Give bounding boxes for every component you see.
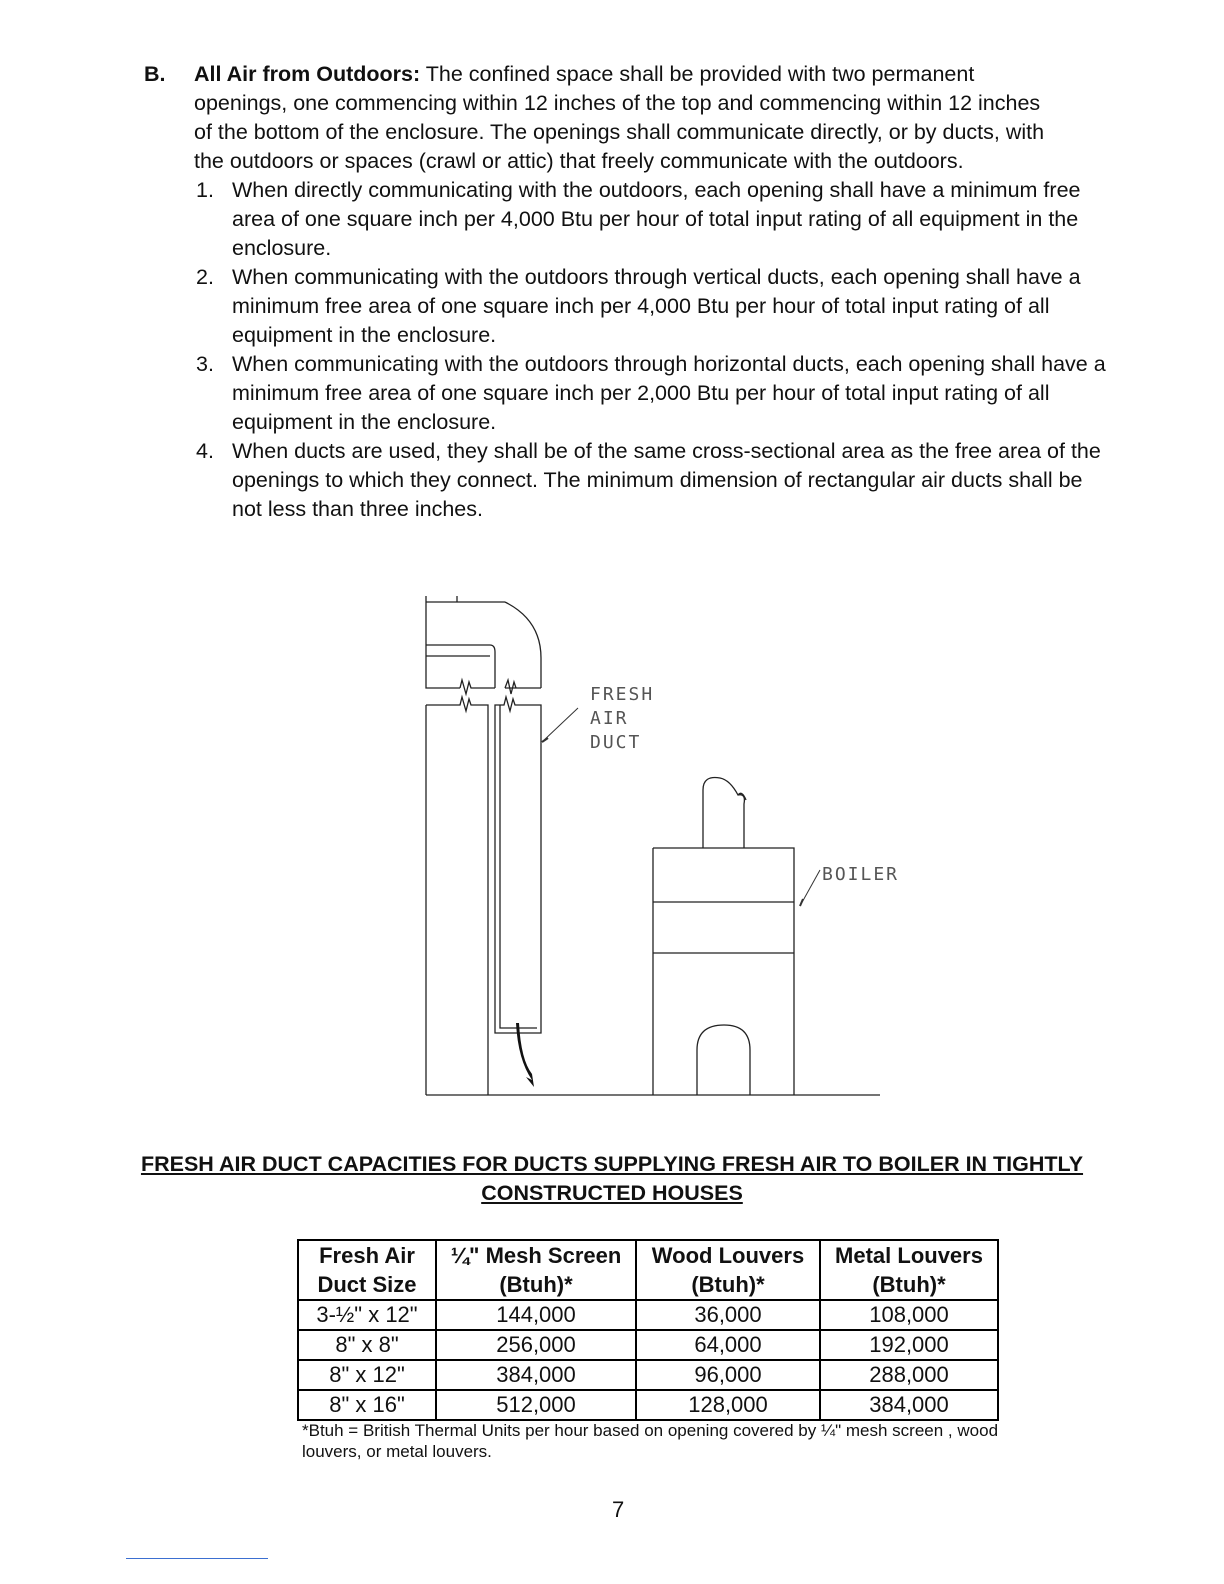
duct-label-line3: DUCT	[590, 732, 642, 753]
item-number: 2.	[196, 265, 214, 289]
item-text: When communicating with the outdoors through horizontal ducts, each opening shall have a minimum free area of one square inch per 2,000 Btu per hour of total input rating of all equipment in the enclosure.	[232, 352, 1106, 434]
header-metal-louvers: Metal Louvers (Btuh)*	[820, 1240, 998, 1300]
list-item	[196, 350, 1124, 437]
item-text: When communicating with the outdoors through vertical ducts, each opening shall have a minimum free area of one square inch per 4,000 Btu per hour of total input rating of all equipment in the enclosure.	[232, 265, 1081, 347]
cell-metal: 384,000	[820, 1390, 998, 1420]
capacity-table	[297, 1239, 999, 1421]
fresh-air-duct-diagram	[420, 590, 900, 1105]
list-item	[196, 263, 1124, 350]
duct-label-line1: FRESH	[590, 684, 655, 705]
cell-wood: 36,000	[636, 1300, 820, 1330]
item-number: 4.	[196, 439, 214, 463]
duct-drawing	[426, 596, 880, 1095]
requirements-list	[144, 176, 1124, 524]
boiler-label: BOILER	[822, 864, 900, 885]
cell-duct-size: 8" x 16"	[298, 1390, 436, 1420]
header-duct-size: Fresh Air Duct Size	[298, 1240, 436, 1300]
cell-metal: 288,000	[820, 1360, 998, 1390]
cell-wood: 128,000	[636, 1390, 820, 1420]
header-wood-louvers: Wood Louvers (Btuh)*	[636, 1240, 820, 1300]
section-title: All Air from Outdoors:	[194, 62, 421, 86]
section-b	[144, 60, 1124, 524]
list-item	[196, 176, 1124, 263]
cell-wood: 96,000	[636, 1360, 820, 1390]
cell-duct-size: 3-½" x 12"	[298, 1300, 436, 1330]
duct-label-line2: AIR	[590, 708, 629, 729]
cell-mesh: 512,000	[436, 1390, 636, 1420]
item-text: When ducts are used, they shall be of the same cross-sectional area as the free area of the openings to which they connect. The minimum dimension of rectangular air ducts shall be not less than three inches.	[232, 439, 1101, 521]
table-header-row	[298, 1240, 998, 1300]
cell-metal: 108,000	[820, 1300, 998, 1330]
cell-duct-size: 8" x 8"	[298, 1330, 436, 1360]
section-intro: The confined space shall be provided with two permanent openings, one commencing within 12 inches of the top and commencing within 12 inches of the bottom of the enclosure. The openings shall communicate directly, or by ducts, with the outdoors or spaces (crawl or attic) that freely communicate with the outdoors.	[194, 62, 1045, 173]
table-footnote: *Btuh = British Thermal Units per hour based on opening covered by ¼" mesh screen , wood louvers, or metal louvers.	[302, 1421, 999, 1461]
section-header	[144, 60, 1124, 176]
item-number: 1.	[196, 178, 214, 202]
item-number: 3.	[196, 352, 214, 376]
list-item	[196, 437, 1124, 524]
cell-mesh: 384,000	[436, 1360, 636, 1390]
page-number: 7	[612, 1497, 625, 1522]
boiler-leader-arrow-icon	[800, 899, 803, 906]
cell-duct-size: 8" x 12"	[298, 1360, 436, 1390]
cell-wood: 64,000	[636, 1330, 820, 1360]
table-row	[298, 1360, 998, 1390]
section-letter: B.	[144, 62, 166, 86]
diagram-svg	[420, 590, 900, 1105]
cell-mesh: 256,000	[436, 1330, 636, 1360]
table-title: FRESH AIR DUCT CAPACITIES FOR DUCTS SUPPLYING FRESH AIR TO BOILER IN TIGHTLY CONSTRUCTED HOUSES	[140, 1152, 1084, 1205]
decorative-rule	[126, 1558, 268, 1559]
section-intro-block	[194, 60, 1064, 176]
duct-leader-line	[542, 708, 578, 742]
item-text: When directly communicating with the outdoors, each opening shall have a minimum free area of one square inch per 4,000 Btu per hour of total input rating of all equipment in the enclosure.	[232, 178, 1081, 260]
table-row	[298, 1390, 998, 1420]
cell-mesh: 144,000	[436, 1300, 636, 1330]
header-mesh-screen: ¼" Mesh Screen (Btuh)*	[436, 1240, 636, 1300]
table-row	[298, 1300, 998, 1330]
cell-metal: 192,000	[820, 1330, 998, 1360]
table-row	[298, 1330, 998, 1360]
